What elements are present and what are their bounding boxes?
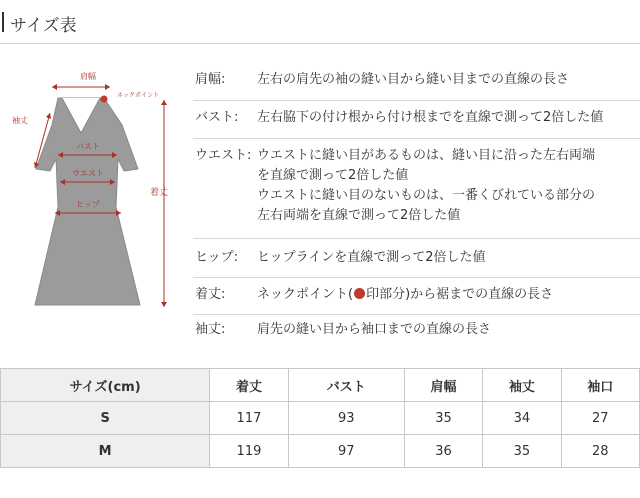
- neck-point-marker: [101, 96, 108, 103]
- table-cell: 35: [483, 435, 561, 468]
- label-bust: バスト: [76, 142, 100, 151]
- table-cell: 93: [288, 402, 404, 435]
- size-cell: M: [1, 435, 210, 468]
- desc-label: ウエスト:: [195, 148, 252, 163]
- label-neck-point: ネックポイント: [117, 92, 160, 99]
- label-shoulder: 肩幅: [80, 72, 96, 81]
- table-cell: 117: [210, 402, 288, 435]
- size-cell: S: [1, 402, 210, 435]
- label-sleeve: 袖丈: [12, 116, 28, 125]
- title-marker: [2, 12, 4, 32]
- desc-text: 肩先の縫い目から袖口までの直線の長さ: [257, 322, 492, 337]
- label-length: 着丈: [150, 188, 169, 198]
- table-cell: 35: [404, 402, 482, 435]
- table-cell: 36: [404, 435, 482, 468]
- desc-text: ウエストに縫い目があるものは、縫い目に沿った左右両端 を直線で測って2倍した値 ウエストに縫い目のないものは、一番くびれている部分の 左右両端を直線で測って2倍した値: [257, 148, 596, 223]
- desc-label: バスト:: [195, 110, 239, 125]
- label-waist: ウエスト: [72, 169, 104, 178]
- table-cell: 119: [210, 435, 288, 468]
- column-header: 袖口: [561, 369, 639, 402]
- desc-text: 左右脇下の付け根から付け根までを直線で測って2倍した値: [257, 110, 604, 125]
- dress-diagram: [0, 55, 190, 345]
- divider: [193, 314, 640, 315]
- page-title: サイズ表: [10, 16, 77, 36]
- table-header-row: [1, 369, 640, 402]
- divider: [193, 138, 640, 139]
- desc-label: 着丈:: [195, 287, 226, 302]
- size-table: [0, 368, 640, 468]
- desc-label: 袖丈:: [195, 322, 226, 337]
- label-hip: ヒップ: [76, 200, 100, 209]
- desc-label: 肩幅:: [195, 72, 226, 87]
- column-header: バスト: [288, 369, 404, 402]
- table-cell: 97: [288, 435, 404, 468]
- divider: [193, 277, 640, 278]
- desc-text: 左右の肩先の袖の縫い目から縫い目までの直線の長さ: [257, 72, 570, 87]
- desc-text: ネックポイント( 印部分)から裾までの直線の長さ: [257, 287, 554, 302]
- desc-text: ヒップラインを直線で測って2倍した値: [257, 250, 486, 265]
- desc-label: ヒップ:: [195, 250, 238, 265]
- column-header: 袖丈: [483, 369, 561, 402]
- title-bar: [0, 6, 640, 34]
- divider: [193, 100, 640, 101]
- column-header: サイズ(cm): [1, 369, 210, 402]
- table-cell: 34: [483, 402, 561, 435]
- neck-point-dot-icon: [354, 288, 365, 299]
- column-header: 着丈: [210, 369, 288, 402]
- table-row: [1, 435, 640, 468]
- table-row: [1, 402, 640, 435]
- title-divider: [0, 43, 640, 44]
- table-cell: 27: [561, 402, 639, 435]
- divider: [193, 238, 640, 239]
- table-cell: 28: [561, 435, 639, 468]
- column-header: 肩幅: [404, 369, 482, 402]
